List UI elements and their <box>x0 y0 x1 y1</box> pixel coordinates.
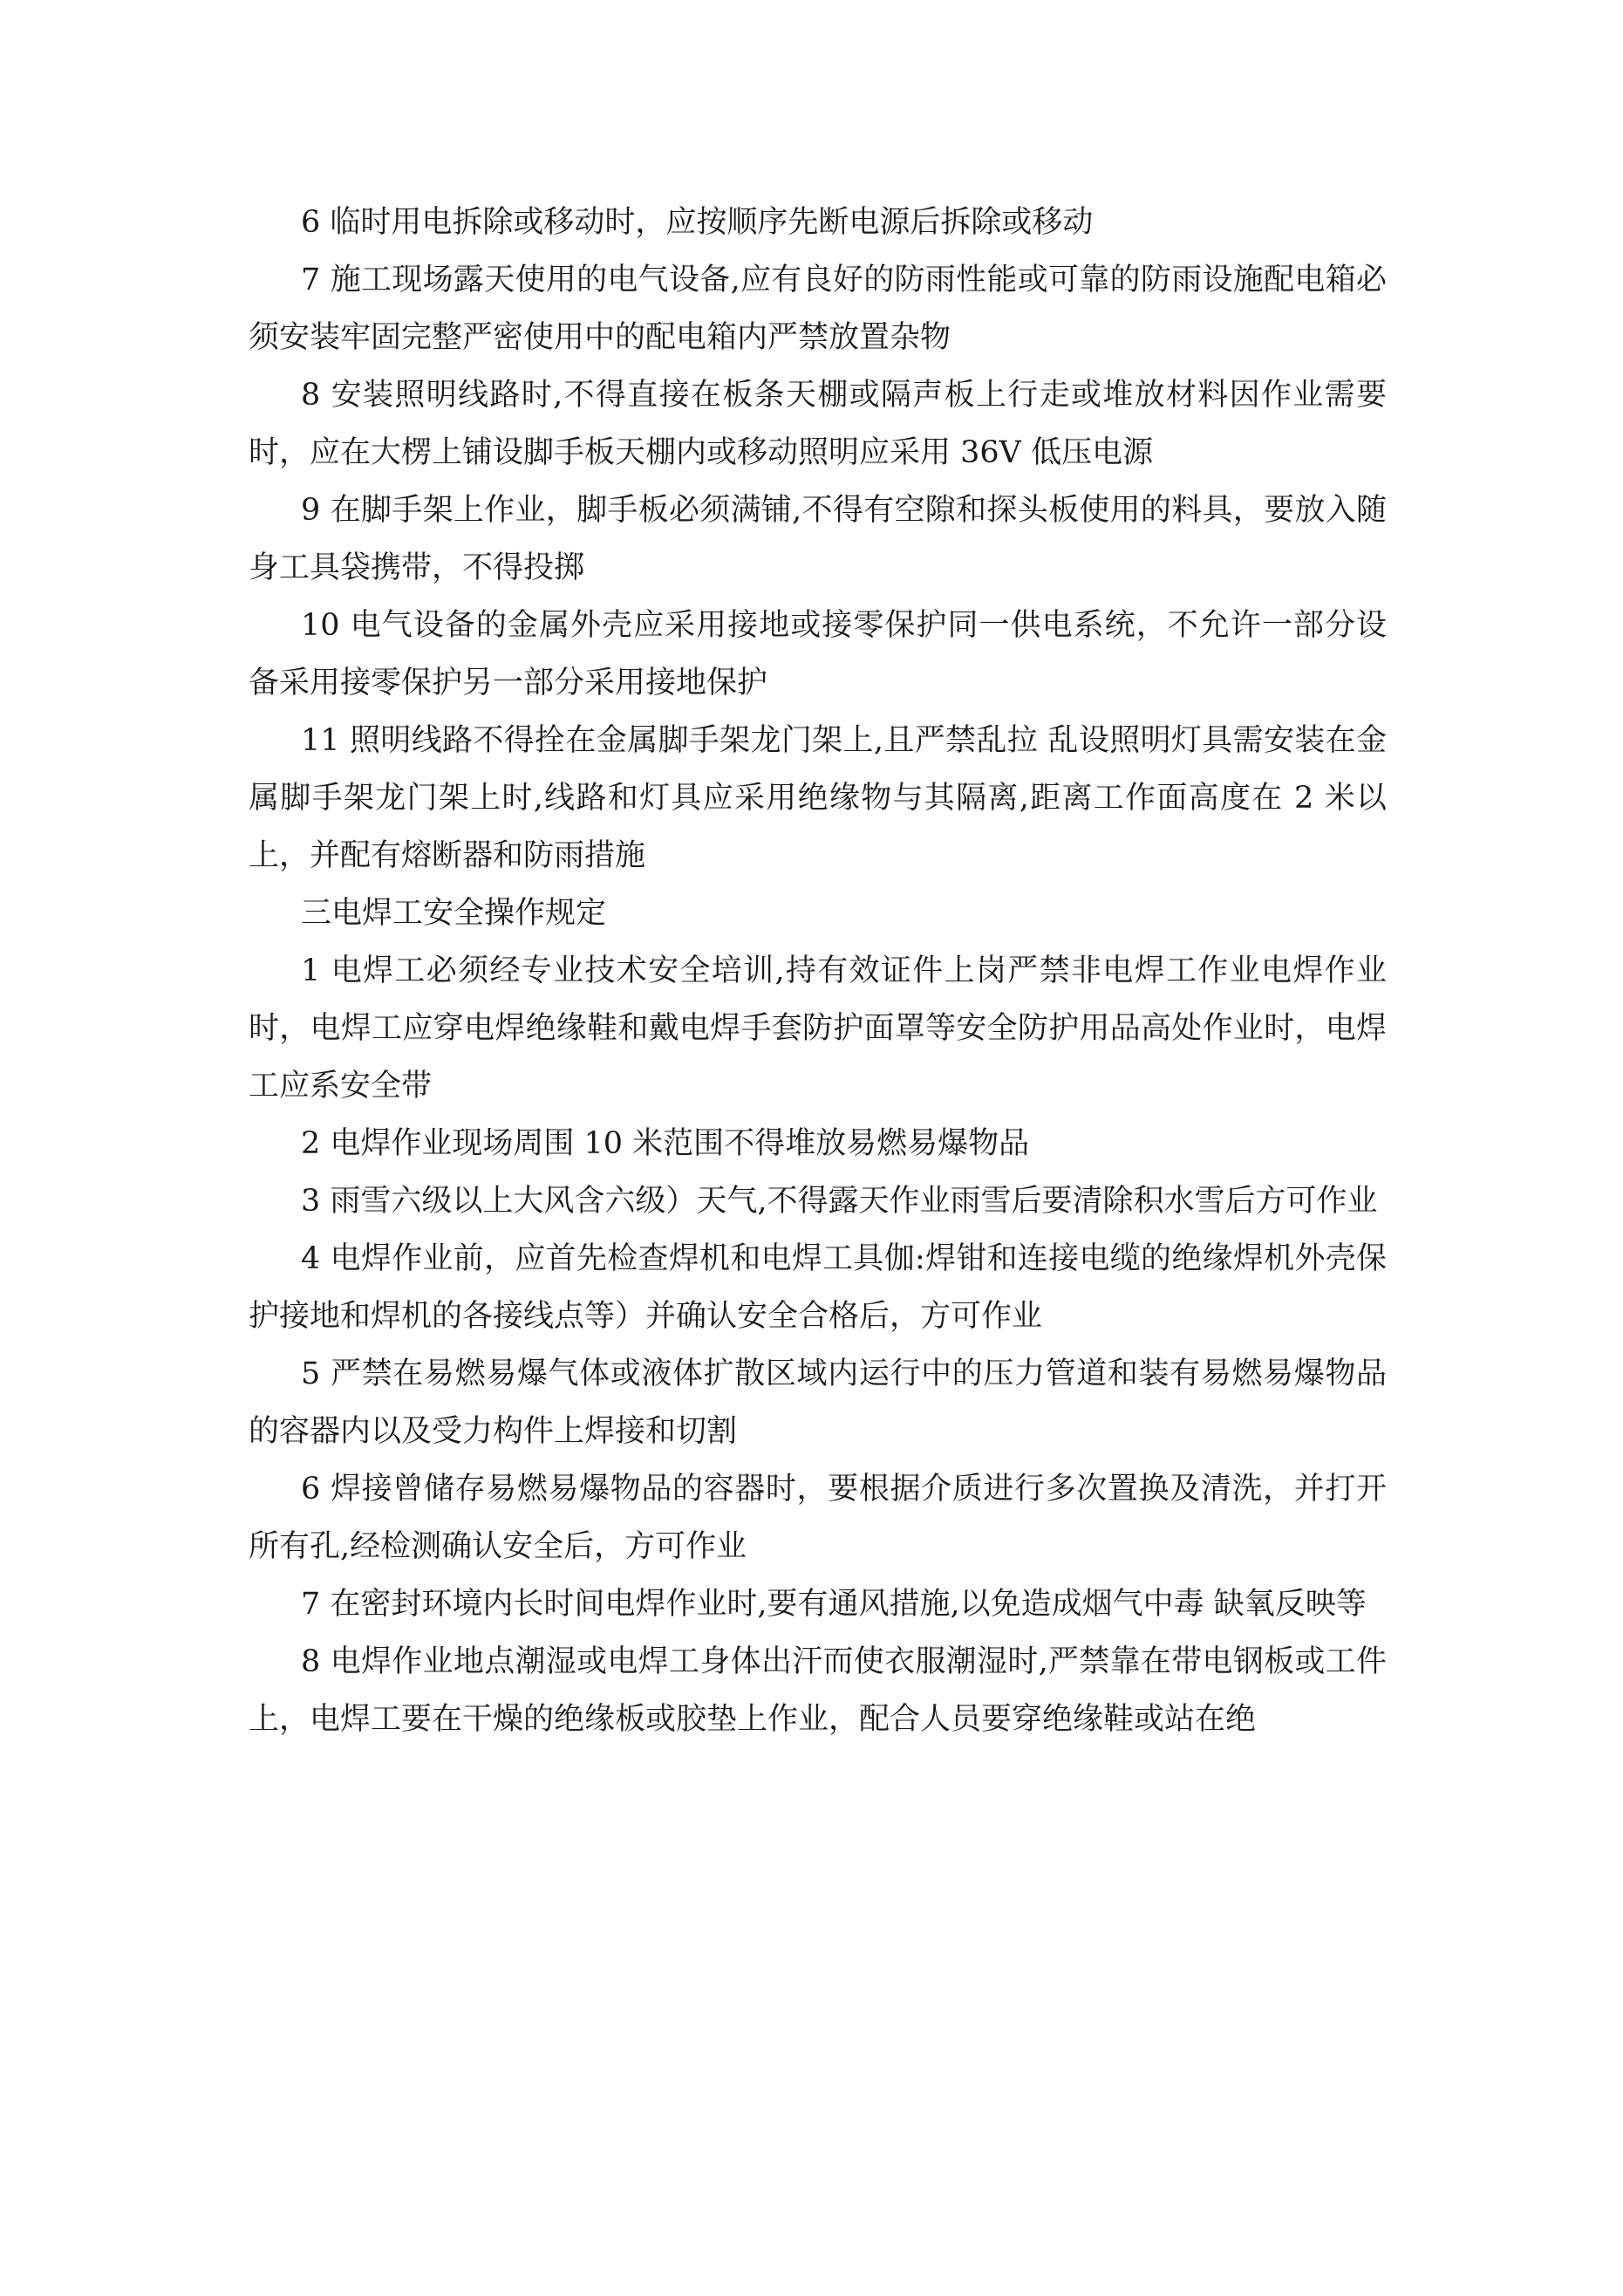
paragraph-outdoor-equipment: 7 施工现场露天使用的电气设备,应有良好的防雨性能或可靠的防雨设施配电箱必须安装牢固完整严密使用中的配电箱内严禁放置杂物 <box>249 263 1387 355</box>
section-heading-welder-safety: 三电焊工安全操作规定 <box>301 896 607 931</box>
paragraph-welding-site-clearance: 2 电焊作业现场周围 10 米范围不得堆放易燃易爆物品 <box>301 1126 1030 1161</box>
paragraph-welder-training: 1 电焊工必须经专业技术安全培训,持有效证件上岗严禁非电焊工作业电焊作业时，电焊工应穿电焊绝缘鞋和戴电焊手套防护面罩等安全防护用品高处作业时，电焊工应系安全带 <box>249 953 1387 1104</box>
paragraph-flammable-area-ban: 5 严禁在易燃易爆气体或液体扩散区域内运行中的压力管道和装有易燃易爆物品的容器内以及受力构件上焊接和切割 <box>249 1356 1387 1449</box>
paragraph-scaffold-work: 9 在脚手架上作业，脚手板必须满铺,不得有空隙和探头板使用的料具，要放入随身工具袋携带，不得投掷 <box>249 493 1387 585</box>
paragraph-metal-casing-grounding: 10 电气设备的金属外壳应采用接地或接零保护同一供电系统，不允许一部分设备采用接零保护另一部分采用接地保护 <box>249 608 1387 700</box>
paragraph-pre-welding-check: 4 电焊作业前，应首先检查焊机和电焊工具伽:焊钳和连接电缆的绝缘焊机外壳保护接地和焊机的各接线点等）并确认安全合格后，方可作业 <box>249 1241 1387 1334</box>
paragraph-damp-conditions: 8 电焊作业地点潮湿或电焊工身体出汗而使衣服潮湿时,严禁靠在带电钢板或工件上，电焊工要在干燥的绝缘板或胶垫上作业，配合人员要穿绝缘鞋或站在绝 <box>249 1644 1387 1737</box>
document-page <box>249 194 1387 1748</box>
paragraph-temp-power-removal: 6 临时用电拆除或移动时，应按顺序先断电源后拆除或移动 <box>301 205 1094 240</box>
paragraph-lighting-installation: 8 安装照明线路时,不得直接在板条天棚或隔声板上行走或堆放材料因作业需要时，应在大楞上铺设脚手板天棚内或移动照明应采用 36V 低压电源 <box>249 378 1387 470</box>
paragraph-weather-restriction: 3 雨雪六级以上大风含六级）天气,不得露天作业雨雪后要清除积水雪后方可作业 <box>301 1184 1378 1219</box>
paragraph-lighting-lines: 11 照明线路不得拴在金属脚手架龙门架上,且严禁乱拉 乱设照明灯具需安装在金属脚手架龙门架上时,线路和灯具应采用绝缘物与其隔离,距离工作面高度在 2 米以上，并配有熔断器和防雨措施 <box>249 723 1387 873</box>
paragraph-container-welding: 6 焊接曾储存易燃易爆物品的容器时，要根据介质进行多次置换及清洗，并打开所有孔,经检测确认安全后，方可作业 <box>249 1472 1387 1564</box>
paragraph-sealed-environment: 7 在密封环境内长时间电焊作业时,要有通风措施,以免造成烟气中毒 缺氧反映等 <box>301 1587 1367 1622</box>
